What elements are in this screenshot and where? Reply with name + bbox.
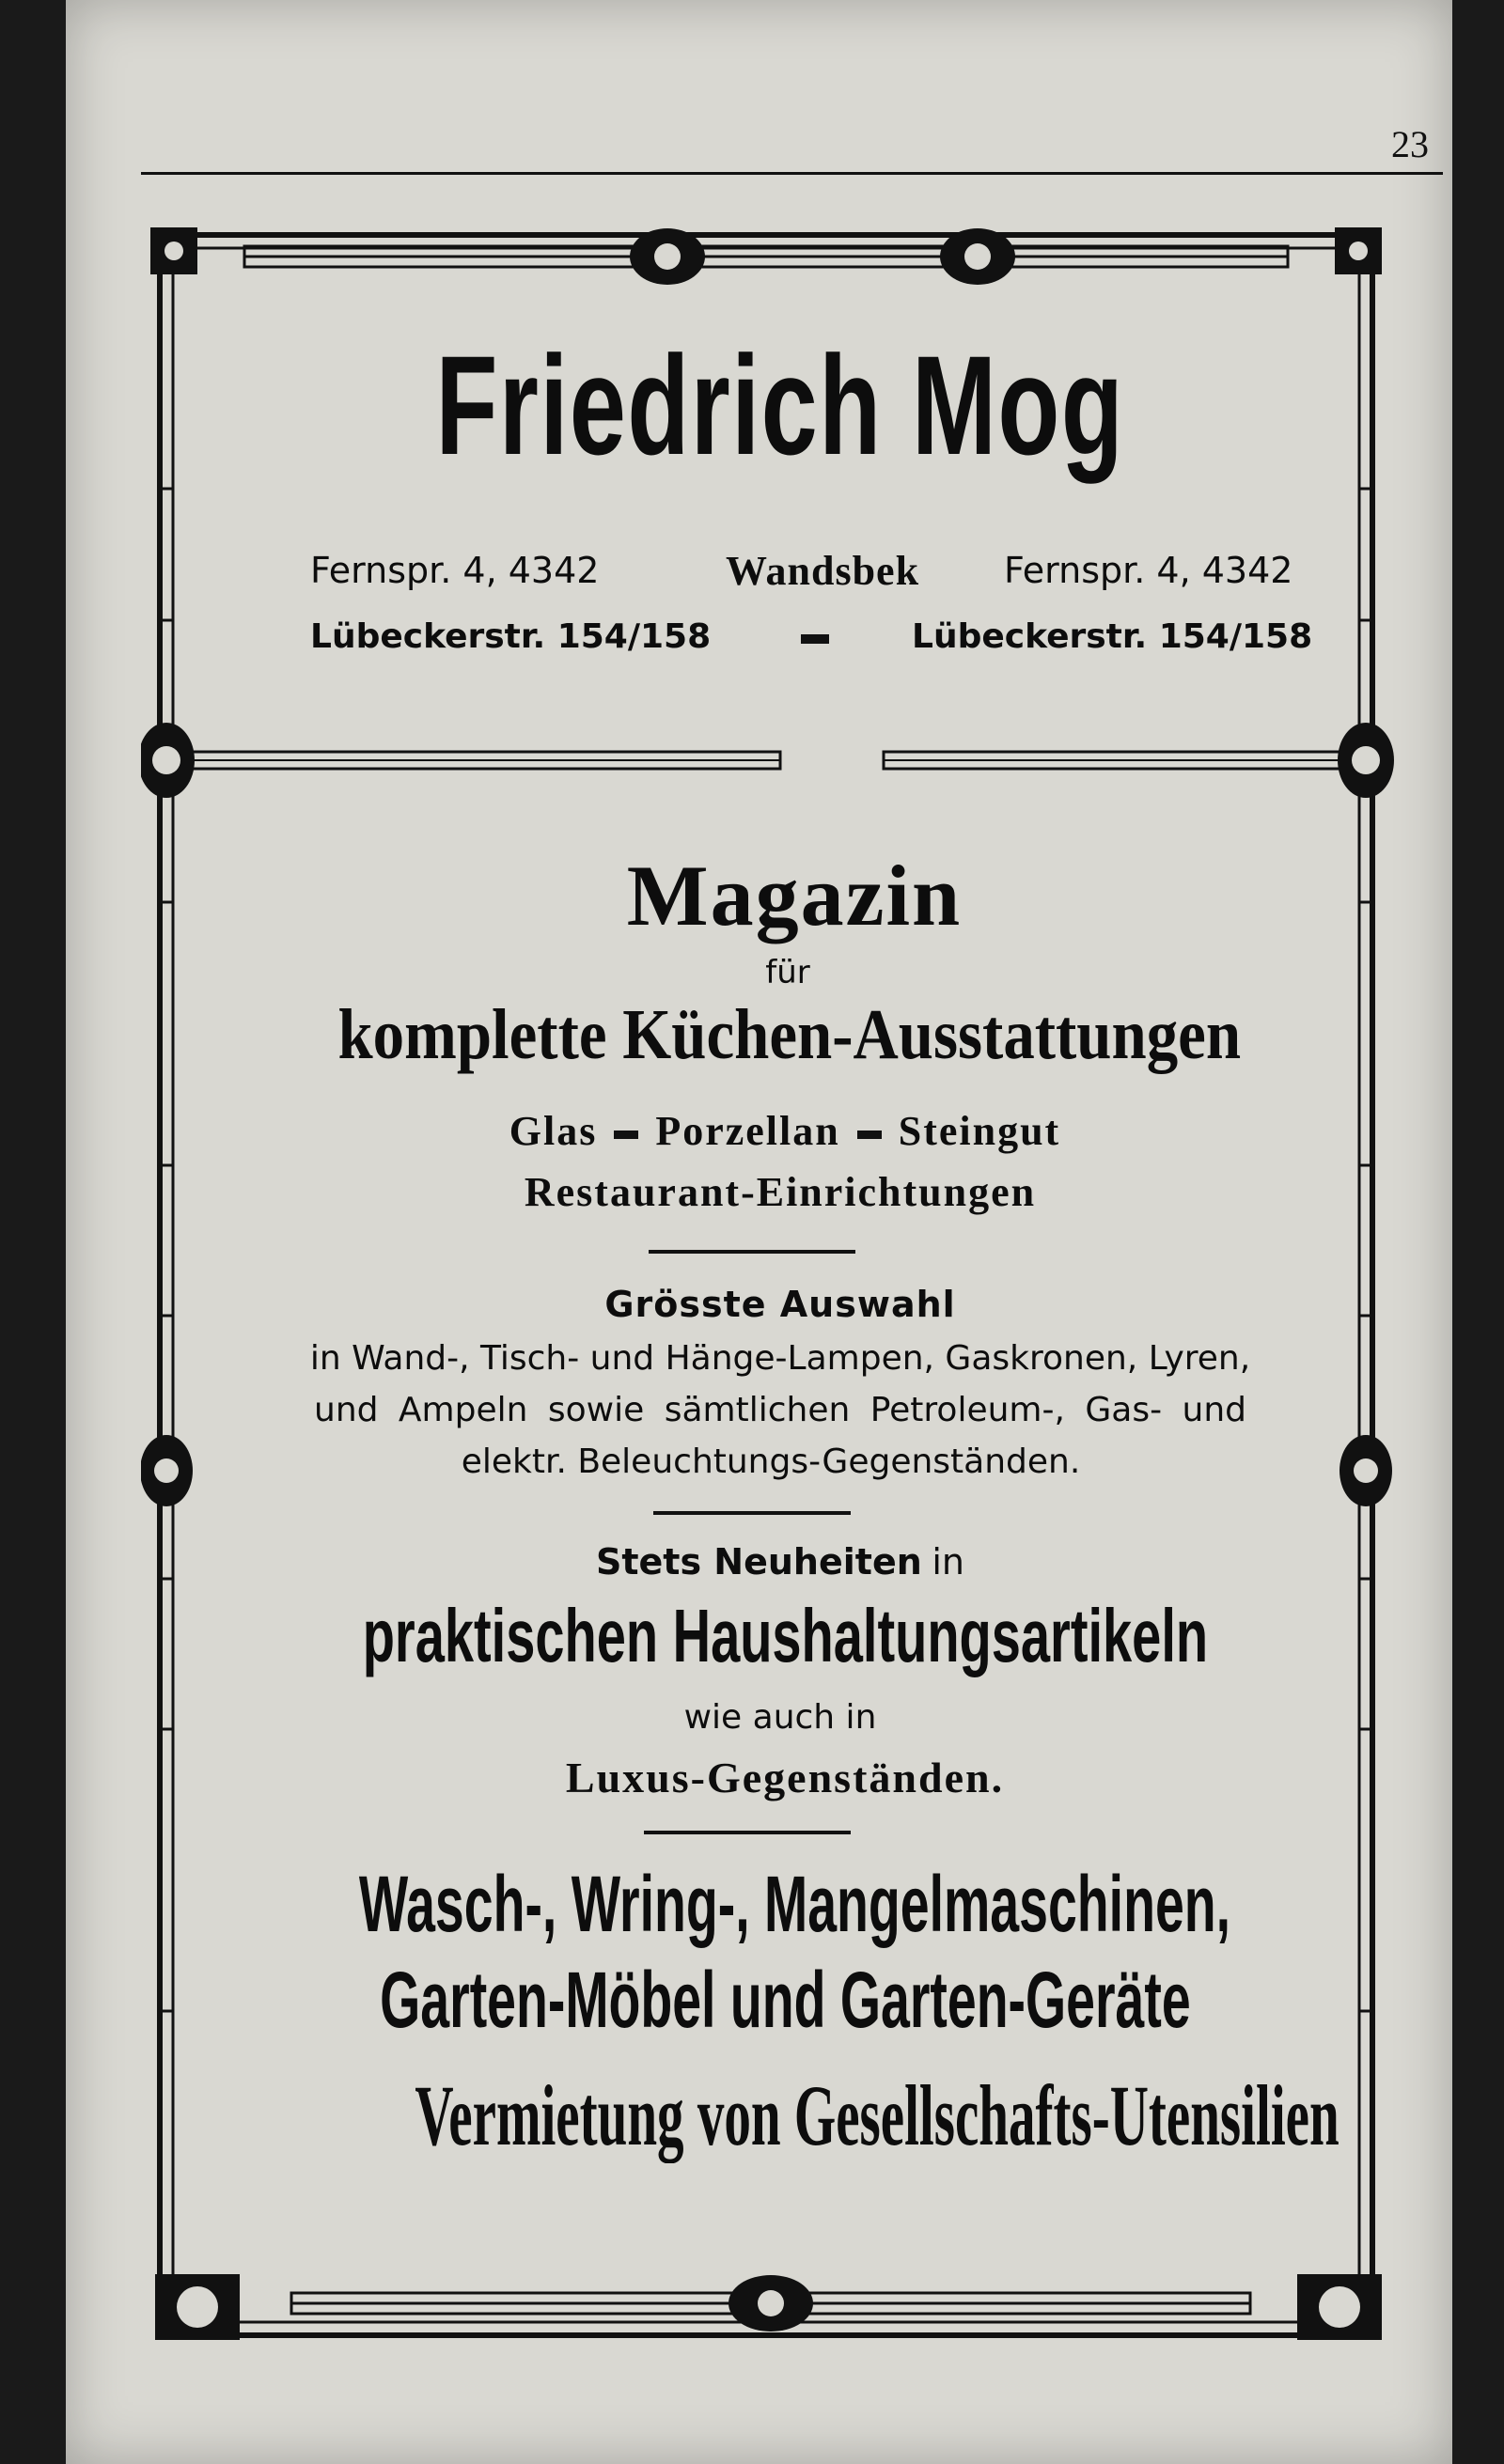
material-porzellan: Porzellan	[655, 1108, 840, 1154]
company-name: Friedrich Mog	[435, 326, 1125, 484]
separator	[653, 1511, 851, 1515]
novelties-in: in	[932, 1541, 964, 1583]
phone-right	[1004, 550, 1292, 592]
novelties-text: Stets Neuheiten	[595, 1541, 922, 1583]
kitchen-line: komplette Küchen-Ausstattungen	[337, 995, 1242, 1074]
advertisement-frame	[141, 226, 1457, 2349]
selection-line-2: und Ampeln sowie sämtlichen Petroleum-, Gas- und	[314, 1391, 1246, 1429]
page	[66, 0, 1452, 2464]
material-glas: Glas	[509, 1108, 598, 1154]
selection-line-1: in Wand-, Tisch- und Hänge-Lampen, Gaskronen, Lyren,	[309, 1339, 1251, 1378]
material-divider	[614, 1131, 638, 1139]
as-well-text: wie auch in	[683, 1698, 877, 1737]
address-left: Lübeckerstr. 154/158	[310, 617, 712, 656]
restaurant-line: Restaurant-Einrichtungen	[524, 1169, 1037, 1215]
luxury-line: Luxus-Gegenständen.	[565, 1754, 1005, 1801]
city-name: Wandsbek	[725, 548, 920, 594]
fuer-text: für	[765, 954, 810, 991]
kitchen-line-wrap	[141, 994, 1457, 1076]
separator	[644, 1831, 851, 1834]
phone-left-text: Fernspr. 4, 4342	[310, 550, 600, 591]
address-right: Lübeckerstr. 154/158	[912, 617, 1313, 656]
rental-wrap	[141, 2066, 1457, 2165]
selection-line-3: elektr. Beleuchtungs-Gegenständen.	[461, 1443, 1081, 1481]
garden-line: Garten-Möbel und Garten-Geräte	[379, 1956, 1191, 2044]
material-divider	[857, 1131, 882, 1139]
magazin-heading: Magazin	[626, 848, 963, 943]
material-steingut: Steingut	[898, 1108, 1061, 1154]
top-rule	[141, 172, 1443, 175]
separator	[649, 1250, 855, 1254]
selection-heading: Grösste Auswahl	[604, 1284, 956, 1325]
page-number: 23	[1391, 123, 1429, 165]
household-wrap	[141, 1593, 1457, 1679]
household-line: praktischen Haushaltungsartikeln	[362, 1594, 1208, 1677]
phone-right-text: Fernspr. 4, 4342	[1004, 550, 1293, 591]
company-name-wrap	[141, 324, 1457, 487]
materials-line	[127, 1107, 1443, 1155]
rental-line: Vermietung von Gesellschafts-Utensilien	[415, 2067, 1340, 2163]
phone-left	[310, 550, 599, 592]
garden-wrap	[141, 1955, 1457, 2046]
address-divider	[801, 634, 829, 644]
novelties-line	[122, 1541, 1438, 1583]
machines-wrap	[141, 1859, 1457, 1950]
machines-line: Wasch-, Wring-, Mangelmaschinen,	[358, 1860, 1230, 1948]
